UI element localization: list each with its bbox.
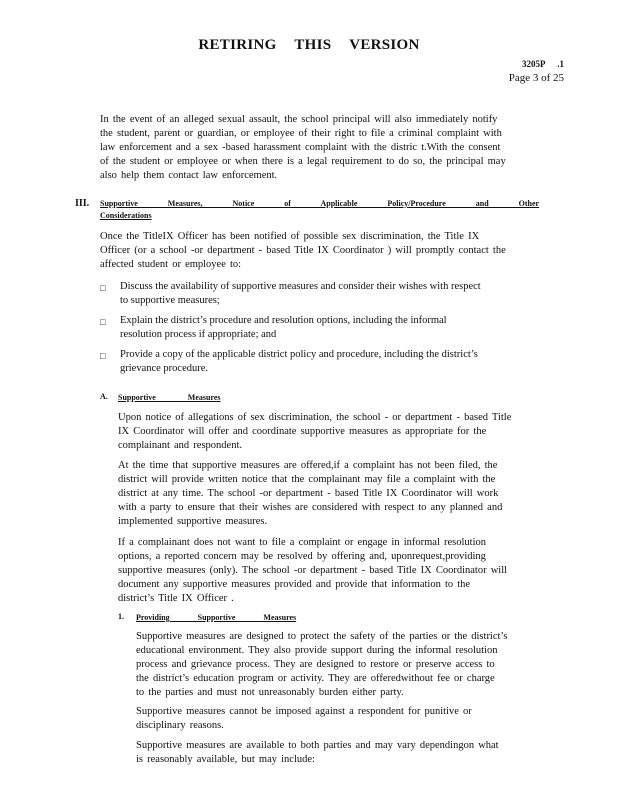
subsection-paragraph bbox=[136, 630, 532, 700]
section-heading-line: Supportive Measures, Notice of Applicable Policy/Procedure and Other bbox=[100, 199, 540, 208]
text-line: of the student or employee or when there is a legal requirement to do so, the principal may bbox=[100, 156, 506, 167]
checkbox-bullet-icon: □ bbox=[100, 317, 106, 327]
page-number: Page 3 of 25 bbox=[508, 72, 564, 84]
subsection-paragraph bbox=[118, 536, 532, 606]
text-line: is reasonably available, but may include: bbox=[136, 754, 315, 765]
text-line: law enforcement and a sex -based harassment complaint with the distric t.With the consent bbox=[100, 142, 501, 153]
text-line: Supportive measures are designed to protect the safety of the parties or the district’s bbox=[136, 631, 508, 642]
text-line: Supportive measures are available to both parties and may vary dependingon what bbox=[136, 740, 499, 751]
text-line: options, a reported concern may be resolved by offering and, uponrequest,providing bbox=[118, 551, 486, 562]
text-line: complainant and respondent. bbox=[118, 440, 243, 451]
text-line: to supportive measures; bbox=[120, 295, 220, 306]
text-line: grievance procedure. bbox=[120, 363, 209, 374]
text-line: resolution process if appropriate; and bbox=[120, 329, 277, 340]
bullet-item bbox=[100, 314, 532, 342]
bullet-item bbox=[100, 348, 532, 376]
text-line: district at any time. The school -or department - based Title IX Coordinator will work bbox=[118, 488, 499, 499]
text-line: disciplinary reasons. bbox=[136, 720, 224, 731]
text-line: supportive measures (only). The school -or department - based Title IX Coordinator will bbox=[118, 565, 508, 576]
text-line: Upon notice of allegations of sex discrimination, the school - or department - based Title bbox=[118, 412, 512, 423]
text-line: Officer (or a school -or department - based Title IX Coordinator ) will promptly contact the bbox=[100, 245, 506, 256]
subsection-paragraph bbox=[136, 739, 532, 767]
text-line: If a complainant does not want to file a complaint or engage in informal resolution bbox=[118, 537, 486, 548]
subsection-heading bbox=[136, 612, 296, 624]
text-line: the student, parent or guardian, or employee of their right to file a criminal complaint with bbox=[100, 128, 502, 139]
text-line: to the parties and must not unreasonably burden either party. bbox=[136, 687, 404, 698]
text-line: Once the TitleIX Officer has been notified of possible sex discrimination, the Title IX bbox=[100, 231, 480, 242]
section-heading-line: Considerations bbox=[100, 211, 152, 220]
text-line: the district’s education program or activity. They are offeredwithout fee or charge bbox=[136, 673, 495, 684]
text-line: At the time that supportive measures are offered,if a complaint has not been filed, the bbox=[118, 460, 498, 471]
text-line: Explain the district’s procedure and resolution options, including the informal bbox=[120, 315, 447, 326]
subsection-paragraph bbox=[118, 411, 532, 453]
text-line: affected student or employee to: bbox=[100, 259, 242, 270]
subsection-number: 1. bbox=[118, 612, 124, 621]
text-line: Supportive measures cannot be imposed against a respondent for punitive or bbox=[136, 706, 472, 717]
text-line: educational environment. They also provide support during the informal resolution bbox=[136, 645, 498, 656]
section-heading bbox=[100, 198, 540, 222]
text-line: implemented supportive measures. bbox=[118, 516, 268, 527]
text-line: Discuss the availability of supportive measures and consider their wishes with respect bbox=[120, 281, 481, 292]
text-line: Provide a copy of the applicable district policy and procedure, including the district’s bbox=[120, 349, 478, 360]
text-line: also help them contact law enforcement. bbox=[100, 170, 278, 181]
subsection-letter: A. bbox=[100, 392, 108, 401]
subsection-heading bbox=[118, 392, 221, 404]
document-number: 3205P .1 bbox=[521, 59, 564, 69]
subsection-paragraph bbox=[118, 459, 532, 529]
text-line: document any supportive measures provided and provide that information to the bbox=[118, 579, 471, 590]
text-line: district will provide written notice that the complainant may file a complaint with the bbox=[118, 474, 496, 485]
text-line: IX Coordinator will offer and coordinate supportive measures as appropriate for the bbox=[118, 426, 487, 437]
subsection-paragraph bbox=[136, 705, 532, 733]
text-line: process and grievance process. They are designed to restore or preserve access to bbox=[136, 659, 495, 670]
bullet-item bbox=[100, 280, 532, 308]
text-line: district’s Title IX Officer . bbox=[118, 593, 234, 604]
text-line: with a party to ensure that their wishes are considered with respect to any planned and bbox=[118, 502, 503, 513]
subsection-heading-text: Supportive Measures bbox=[118, 393, 221, 402]
intro-paragraph bbox=[100, 113, 532, 183]
section-numeral: III. bbox=[75, 198, 90, 209]
text-line: In the event of an alleged sexual assault, the school principal will also immediately notify bbox=[100, 114, 498, 125]
checkbox-bullet-icon: □ bbox=[100, 351, 106, 361]
subsection-heading-text: Providing Supportive Measures bbox=[136, 613, 297, 622]
checkbox-bullet-icon: □ bbox=[100, 283, 106, 293]
section-paragraph bbox=[100, 230, 532, 272]
document-title: RETIRING THIS VERSION bbox=[198, 37, 420, 53]
